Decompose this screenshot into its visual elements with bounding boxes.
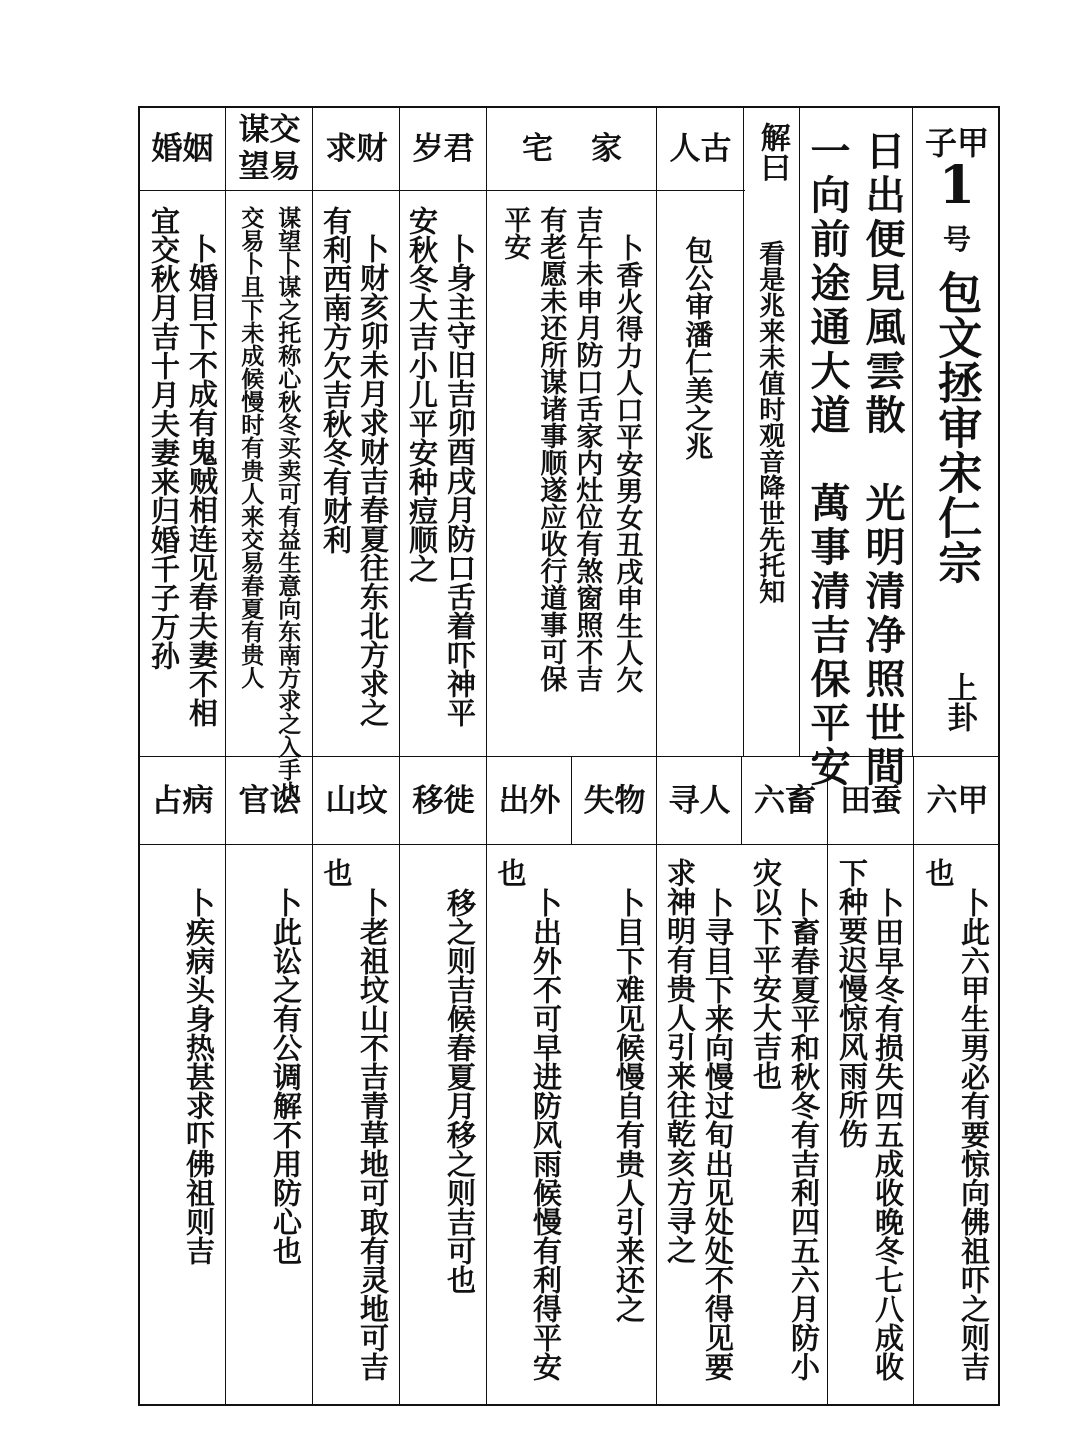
body-hun-yin-col-2: 宜交秋月吉十月夫妻来归婚千子万孙 [147, 206, 182, 670]
header-shi-wu-text: 失物 [583, 782, 646, 819]
header-qiu-cai-text: 求财 [325, 130, 388, 167]
body-guan-song-col-1: 卜此讼之有公调解不用防心也 [269, 888, 304, 1265]
body-jia-zhai-col-1: 卜香火得力人口平安男女丑戌申生人欠 [611, 234, 643, 693]
vline-bot-6 [656, 756, 657, 1406]
body-hun-yin-col-1: 卜婚目下不成有鬼贼相连见春夫妻不相 [185, 234, 220, 727]
body-jia-zhai-col-3: 有老愿未还所谋诸事顺遂应收行道事可保 [535, 206, 567, 692]
body-liu-chu-col-2: 灾以下平安大吉也 [749, 858, 784, 1090]
header-shan-fen [314, 758, 399, 844]
header-shi-wu [573, 758, 656, 844]
body-tian-can-col-2: 下种要迟慢惊风雨所伤 [835, 858, 870, 1148]
vline-bot-8 [827, 756, 828, 1406]
vline-top-6 [743, 106, 744, 756]
top-header-rule-left [138, 190, 658, 191]
header-hun-yin-text: 婚姻 [151, 130, 214, 167]
body-sui-jun-col-2: 安秋冬大吉小儿平安种痘顺之 [405, 206, 440, 583]
body-qiu-cai-col-2: 有利西南方欠吉秋冬有财利 [319, 206, 354, 554]
header-qiu-cai [314, 108, 399, 190]
header-xun-ren-text: 寻人 [668, 782, 731, 819]
vline-bot-9 [913, 756, 914, 1406]
body-xun-ren-col-2: 求神明有贵人引来往乾亥方寻之 [663, 858, 698, 1264]
body-chu-wai-col-2: 也 [493, 858, 528, 887]
lot-sign: 上卦 [941, 672, 977, 732]
header-jia-zhai [488, 108, 656, 190]
lot-number-suffix: 号 [942, 223, 971, 256]
header-liu-jia-text: 六甲 [926, 782, 989, 819]
body-gu-ren: 包公审潘仁美之兆 [681, 236, 715, 460]
explain-label-text: 解曰 [754, 122, 790, 182]
vline-bot-4 [486, 756, 487, 1406]
body-xun-ren-col-1: 卜寻目下来向慢过旬出见处处不得见要 [701, 888, 736, 1381]
header-chu-wai [488, 758, 571, 844]
bottom-header-rule [138, 844, 1000, 845]
header-guan-song-text: 官讼 [238, 782, 301, 819]
header-jia-zhai-2: 宅 [522, 130, 553, 167]
body-sui-jun-col-1: 卜身主守旧吉卯酉戌月防口舌着吓神平 [443, 234, 478, 727]
vline-bot-7-header [741, 756, 742, 844]
body-tian-can-col-1: 卜田早冬有损失四五成收晚冬七八成收 [871, 888, 906, 1381]
lot-label: 子甲 [924, 124, 989, 162]
vline-top-3 [399, 106, 400, 756]
explain-text: 看是兆来未值时观音降世先托知 [754, 240, 785, 604]
body-zhan-bing-col-1: 卜疾病头身热甚求吓佛祖则吉 [182, 888, 217, 1265]
body-liu-jia-col-2: 也 [921, 858, 956, 887]
vline-top-4 [486, 106, 487, 756]
lot-title: 包文拯审宋仁宗 [930, 270, 982, 585]
header-zhan-bing-text: 占病 [151, 782, 214, 819]
vline-top-1 [225, 106, 226, 756]
header-chu-wai-text: 出外 [498, 782, 561, 819]
lot-number: 1 [938, 155, 976, 216]
body-chu-wai-col-1: 卜出外不可早进防风雨候慢有利得平安 [529, 888, 564, 1381]
body-shan-fen-col-2: 也 [319, 858, 354, 887]
explain-label [745, 112, 799, 192]
body-shi-wu-col-1: 卜目下难见候慢自有贵人引来还之 [612, 888, 647, 1323]
header-jiao-yi-2: 望易 [238, 149, 301, 185]
body-jia-zhai-col-4: 平安 [499, 206, 531, 260]
body-yi-xi-col-1: 移之则吉候春夏月移之则吉可也 [443, 888, 478, 1294]
header-zhan-bing [140, 758, 225, 844]
vline-bot-2 [312, 756, 313, 1406]
header-hun-yin [140, 108, 225, 190]
body-jia-zhai-col-2: 吉午未申月防口舌家内灶位有煞窗照不吉 [571, 206, 603, 692]
vline-bot-5-header [571, 756, 572, 844]
header-liu-chu [743, 758, 827, 844]
vline-top-5 [656, 106, 657, 756]
vline-bot-1 [225, 756, 226, 1406]
header-liu-chu-text: 六畜 [754, 782, 816, 819]
header-gu-ren-text: 人古 [669, 130, 732, 167]
body-qiu-cai-col-1: 卜财亥卯未月求财吉春夏往东北方求之 [356, 234, 391, 727]
body-jiao-yi-col-1: 谋望卜谋之托称心秋冬买卖可有益生意向东南方求之入手也 [274, 206, 302, 804]
body-liu-chu-col-1: 卜畜春夏平和秋冬有吉利四五六月防小 [787, 888, 822, 1381]
header-shan-fen-text: 山坟 [325, 782, 388, 819]
vline-bot-3 [399, 756, 400, 1406]
header-sui-jun-text: 岁君 [412, 130, 475, 167]
header-liu-jia [915, 758, 1000, 844]
poem-line-2: 一向前途通大道 萬事清吉保平安 [804, 130, 851, 790]
header-jiao-yi-1: 谋交 [238, 112, 301, 149]
poem-line-1: 日出便見風雲散 光明清净照世間 [859, 130, 906, 790]
header-yi-xi-text: 移徙 [412, 782, 475, 819]
header-yi-xi [401, 758, 486, 844]
vline-top-2 [312, 106, 313, 756]
vline-top-7 [799, 106, 800, 756]
header-jiao-yi [227, 108, 312, 190]
body-jiao-yi-col-2: 交易卜且下未成候慢时有贵人来交易春夏有贵人 [237, 206, 265, 689]
header-gu-ren [658, 108, 743, 190]
body-liu-jia-col-1: 卜此六甲生男必有要惊向佛祖吓之则吉 [957, 888, 992, 1381]
top-header-rule-guren [655, 190, 745, 191]
vline-top-8 [912, 106, 913, 756]
header-xun-ren [658, 758, 741, 844]
header-guan-song [227, 758, 312, 844]
header-tian-can [829, 758, 913, 844]
body-shan-fen-col-1: 卜老祖坟山不吉青草地可取有灵地可吉 [356, 888, 391, 1381]
header-jia-zhai-1: 家 [591, 130, 622, 167]
header-tian-can-text: 田蚕 [840, 782, 902, 819]
header-sui-jun [401, 108, 486, 190]
